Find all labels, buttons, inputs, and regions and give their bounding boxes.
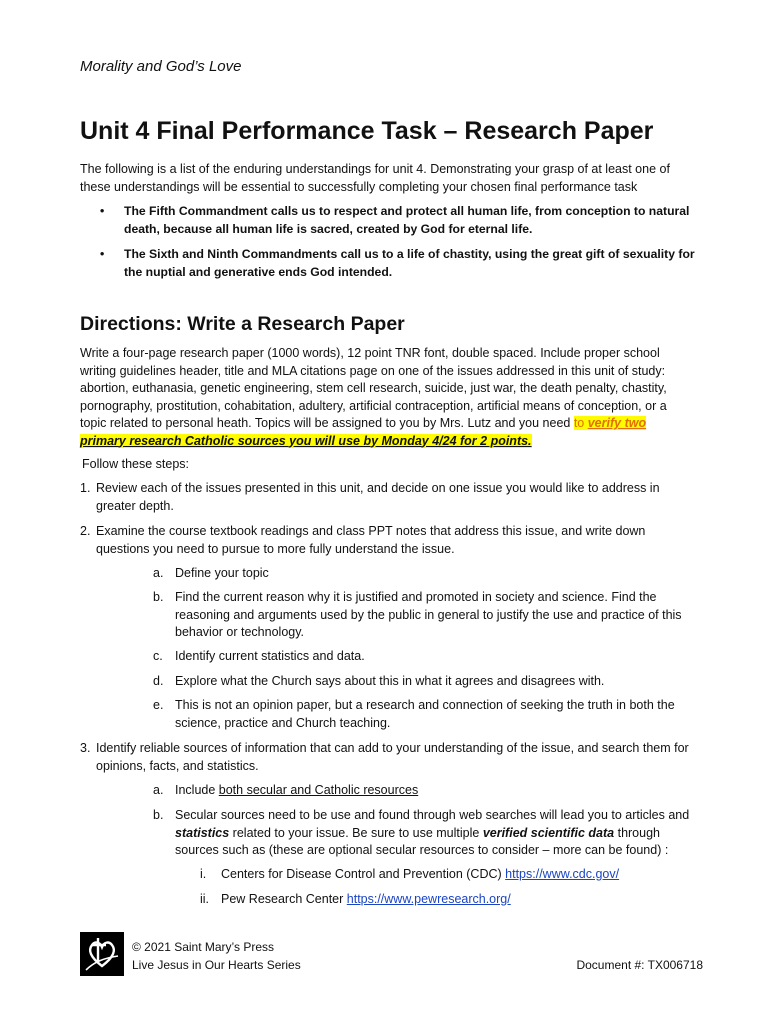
pew-research-link[interactable]: https://www.pewresearch.org/ [346,892,511,906]
directions-heading: Directions: Write a Research Paper [80,313,405,335]
list-item: • The Fifth Commandment calls us to respect and protect all human life, from conception to natural death, because all human life is sacred, created by God for eternal life. [100,204,690,236]
document-number: Document #: TX006718 [576,958,703,972]
highlight-verify: verify two [587,416,647,430]
directions-paragraph: Write a four-page research paper (1000 words), 12 point TNR font, double spaced. Include proper school writing guidelines header, title and MLA citations page on one of the issues addressed in this unit of study: abortion, euthanasia, genetic engineering, stem cell research, suicide, just war, the death penalty, chastity, pornography, prostitution, cohabitation, adultery, artificial contraception, artificial means of conception, or a topic related to personal heath. Topics will be assigned to you by Mrs. Lutz and you need to verify two primary research Catholic sources you will use by Monday 4/24 for 2 points. [80,346,667,448]
footer-series: Live Jesus in Our Hearts Series [132,958,301,972]
steps-intro: Follow these steps: [82,457,189,471]
bullet-icon: • [100,204,105,218]
course-subtitle: Morality and God’s Love [80,58,242,75]
page-footer [80,932,703,982]
intro-paragraph: The following is a list of the enduring understandings for unit 4. Demonstrating your grasp of at least one of these understandings will be essential to successfully completing your chosen final performance task [80,162,670,194]
enduring-understandings-list [100,203,700,289]
bullet-icon: • [100,247,105,261]
highlight-deadline: primary research Catholic sources you will use by Monday 4/24 for 2 points. [80,433,532,448]
list-item: • The Sixth and Ninth Commandments call us to a life of chastity, using the great gift of sexuality for the nuptial and generative ends God intended. [100,247,695,279]
underlined-resources: both secular and Catholic resources [218,783,419,797]
highlight-to: to [573,416,588,430]
document-page: Morality and God’s Love Unit 4 Final Performance Task – Research Paper The following is a list of the enduring understandings for unit 4. Demonstrating your grasp of at least one of these understandings will be essential to successfully completing your chosen final performance task • The Fifth Commandment calls us to respect and protect all human life, from conception to natural death, because all human life is sacred, created by God for eternal life. • The Sixth and Ninth Commandments call us to a life of chastity, using the great gift of sexuality for the nuptial and generative ends God intended. Directions: Write a Research Paper Write a four-page research paper (1000 words), 12 point TNR font, double spaced. Include proper school writing guidelines header, title and MLA citations page on one of the issues addressed in this unit of study: abortion, euthanasia, genetic engineering, stem cell research, suicide, just war, the death penalty, chastity, pornography, prostitution, cohabitation, adultery, artificial contraception, artificial means of conception, or a topic related to personal heath. Topics will be assigned to you by Mrs. Lutz and you need to verify two primary research Catholic sources you will use by Monday 4/24 for 2 points. Follow these steps: 1. Review each of the issues presented in this unit, and decide on one issue you would like to address in greater depth. 2. Examine the course textbook readings and class PPT notes that address this issue, and write down questions you need to pursue to more fully understand the issue. a. Define your topic b. Find the current reason why it is justified and promoted in society and science. Find the reasoning and arguments used by the public in general to justify the use and practice of this behavior or technology. c. Identify current statistics and data. d. Explore what the Church says about this in what it agrees and disagrees with. e. This is not an opinion paper, but a research and connection of seeking the truth in both the science, practice and Church teaching. 3. Identify reliable sources of information that can add to your understanding of the issue, and search them for opinions, facts, and statistics. a. Include both secular and Catholic resources b. Secular sources need to be use and found through web searches will lead you to articles and statistics related to your issue. Be sure to use multiple verified scientific data through sources such as (these are optional secular resources to consider – more can be found) : i. Centers for Disease Control and Prevention (CDC) https://www.cdc.gov/ ii. Pew Research Center https://www.pewresearch.org/ © 2021 Saint Mary’s Press Live Jesus in Our Hearts Series Document #: TX006718 [0,0,768,1024]
footer-copyright: © 2021 Saint Mary’s Press [132,940,275,954]
cdc-link[interactable]: https://www.cdc.gov/ [505,867,620,881]
page-title: Unit 4 Final Performance Task – Research Paper [80,117,654,145]
saint-marys-press-logo-icon [80,932,124,976]
